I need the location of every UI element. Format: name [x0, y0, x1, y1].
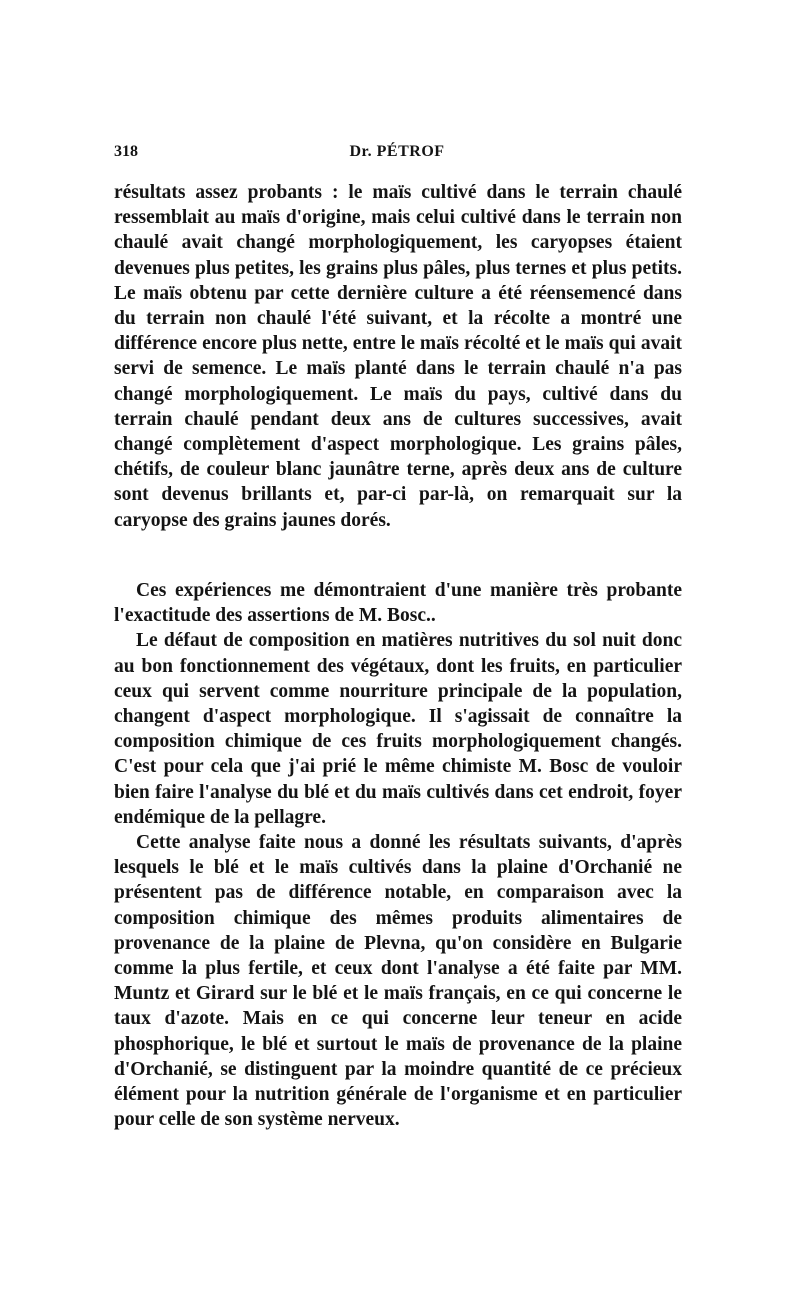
paragraph: Cette analyse faite nous a donné les résultats suivants, d'après lesquels le blé et le maïs cultivés dans la plaine d'Orchanié ne présentent pas de différence notable, en comparaison avec la composition chimique des mêmes produits alimentaires de provenance de la plaine de Plevna, qu'on considère en Bulgarie comme la plus fertile, et ceux dont l'analyse a été faite par MM. Muntz et Girard sur le blé et le maïs français, en ce qui concerne le taux d'azote. Mais en ce qui concerne leur teneur en acide phosphorique, le blé et surtout le maïs de provenance de la plaine d'Orchanié, se distinguent par la moindre quantité de ce précieux élément pour la nutrition générale de l'organisme et en particulier pour celle de son système nerveux. [114, 832, 682, 1131]
paragraph: Ces expériences me démontraient d'une manière très probante l'exactitude des assertions de M. Bosc.. [114, 580, 682, 627]
text-block-continuation [114, 180, 682, 533]
paragraph: Le défaut de composition en matières nutritives du sol nuit donc au bon fonctionnement des végétaux, dont les fruits, en particulier ceux qui servent comme nourriture principale de la population, changent d'aspect morphologique. Il s'agissait de connaître la composition chimique de ces fruits morphologiquement changés. C'est pour cela que j'ai prié le même chimiste M. Bosc de vouloir bien faire l'analyse du blé et du maïs cultivés dans cet endroit, foyer endémique de la pellagre. [114, 630, 682, 828]
text-block-main [114, 578, 682, 1132]
paragraph: résultats assez probants : le maïs cultivé dans le terrain chaulé ressemblait au maïs d'origine, mais celui cultivé dans le terrain non chaulé avait changé morphologiquement, les caryopses étaient devenues plus petites, les grains plus pâles, plus ternes et plus petits. Le maïs obtenu par cette dernière culture a été réensemencé dans du terrain non chaulé l'été suivant, et la récolte a montré une différence encore plus nette, entre le maïs récolté et le maïs qui avait servi de semence. Le maïs planté dans le terrain chaulé n'a pas changé morphologiquement. Le maïs du pays, cultivé dans du terrain chaulé pendant deux ans de cultures successives, avait changé complètement d'aspect morphologique. Les grains pâles, chétifs, de couleur blanc jaunâtre terne, après deux ans de culture sont devenus brillants et, par-ci par-là, on remarquait sur la caryopse des grains jaunes dorés. [114, 182, 682, 531]
page-header [114, 143, 680, 169]
page-number: 318 [114, 143, 138, 160]
running-title: Dr. PÉTROF [349, 143, 445, 160]
